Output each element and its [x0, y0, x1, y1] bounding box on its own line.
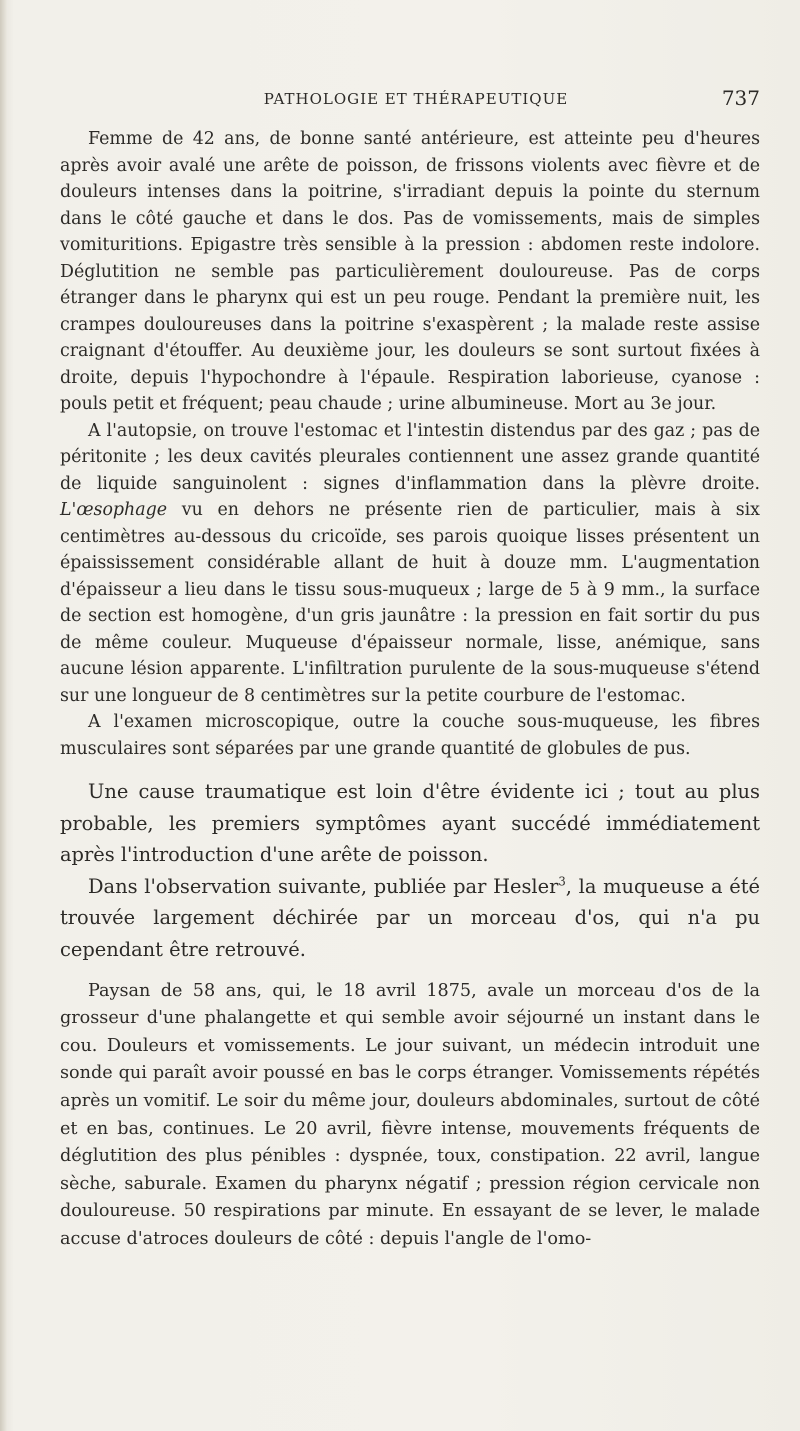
paragraph-case-history: Femme de 42 ans, de bonne santé antérieure, est atteinte peu d'heures après avoir avalé une arête de poisson, de frissons violents avec fièvre et de douleurs intenses dans la poitrine, s'irradiant depuis la pointe du sternum dans le côté gauche et dans le dos. Pas de vomissements, mais de simples vomituritions. Epigastre très sensible à la pression : abdomen reste indolore. Déglutition ne semble pas particulièrement douloureuse. Pas de corps étranger dans le pharynx qui est un peu rouge. Pendant la première nuit, les crampes douloureuses dans la poitrine s'exaspèrent ; la malade reste assise craignant d'étouffer. Au deuxième jour, les douleurs se sont surtout fixées à droite, depuis l'hypochondre à l'épaule. Respiration laborieuse, cyanose : pouls petit et fréquent; peau chaude ; urine albumineuse. Mort au 3e jour. [60, 129, 760, 414]
hesler-text-start: Dans l'observation suivante, publiée par Hesler [88, 874, 559, 898]
commentary [60, 776, 760, 1254]
paragraph-microscopy: A l'examen microscopique, outre la couche sous-muqueuse, les fibres musculaires sont séparées par une grande quantité de globules de pus. [60, 712, 760, 759]
running-head: PATHOLOGIE ET THÉRAPEUTIQUE [263, 90, 569, 108]
page-header [60, 86, 772, 116]
autopsy-text-start: A l'autopsie, on trouve l'estomac et l'intestin distendus par des gaz ; pas de péritonite ; les deux cavités pleurales contiennent une assez grande quantité de liquide sanguinolent : signes d'inflammation dans la plèvre droite. [60, 420, 760, 494]
autopsy-text-end: vu en dehors ne présente rien de particulier, mais à six centimètres au-dessous du cricoïde, ses parois quoique lisses présentent un épaississement considérable allant de huit à douze mm. L'augmentation d'épaisseur a lieu dans le tissu sous-muqueux ; large de 5 à 9 mm., la surface de section est homogène, d'un gris jaunâtre : la pression en fait sortir du pus de même couleur. Muqueuse d'épaisseur normale, lisse, anémique, sans aucune lésion apparente. L'infiltration purulente de la sous-muqueuse s'étend sur une longueur de 8 centimètres sur la petite courbure de l'estomac. [60, 500, 760, 706]
paragraph-observation: Paysan de 58 ans, qui, le 18 avril 1875, avale un morceau d'os de la grosseur d'une phalangette et qui semble avoir séjourné un instant dans le cou. Douleurs et vomissements. Le jour suivant, un médecin introduit une sonde qui paraît avoir poussé en bas le corps étranger. Vomissements répétés après un vomitif. Le soir du même jour, douleurs abdominales, surtout de côté et en bas, continues. Le 20 avril, fièvre intense, mouvements fréquents de déglutition des plus pénibles : dyspnée, toux, constipation. 22 avril, langue sèche, saburale. Examen du pharynx négatif ; pression région cervicale non douloureuse. 50 respirations par minute. En essayant de se lever, le malade accuse d'atroces douleurs de côté : depuis l'angle de l'omo- [60, 980, 760, 1249]
page-body [60, 126, 760, 1254]
paragraph-hesler-intro [60, 871, 760, 966]
case-report-small-print [60, 126, 760, 762]
footnote-ref: 3 [558, 874, 566, 889]
paragraph-autopsy [60, 418, 760, 710]
hesler-text-end: , la muqueuse a été trouvée largement déchirée par un morceau d'os, qui n'a pu cependant être retrouvé. [60, 874, 760, 961]
paragraph-commentary: Une cause traumatique est loin d'être évidente ici ; tout au plus probable, les premiers symptômes ayant succédé immédiatement après l'introduction d'une arête de poisson. [60, 780, 760, 867]
oesophage-term: L'œsophage [60, 500, 168, 520]
page-number: 737 [721, 86, 760, 110]
